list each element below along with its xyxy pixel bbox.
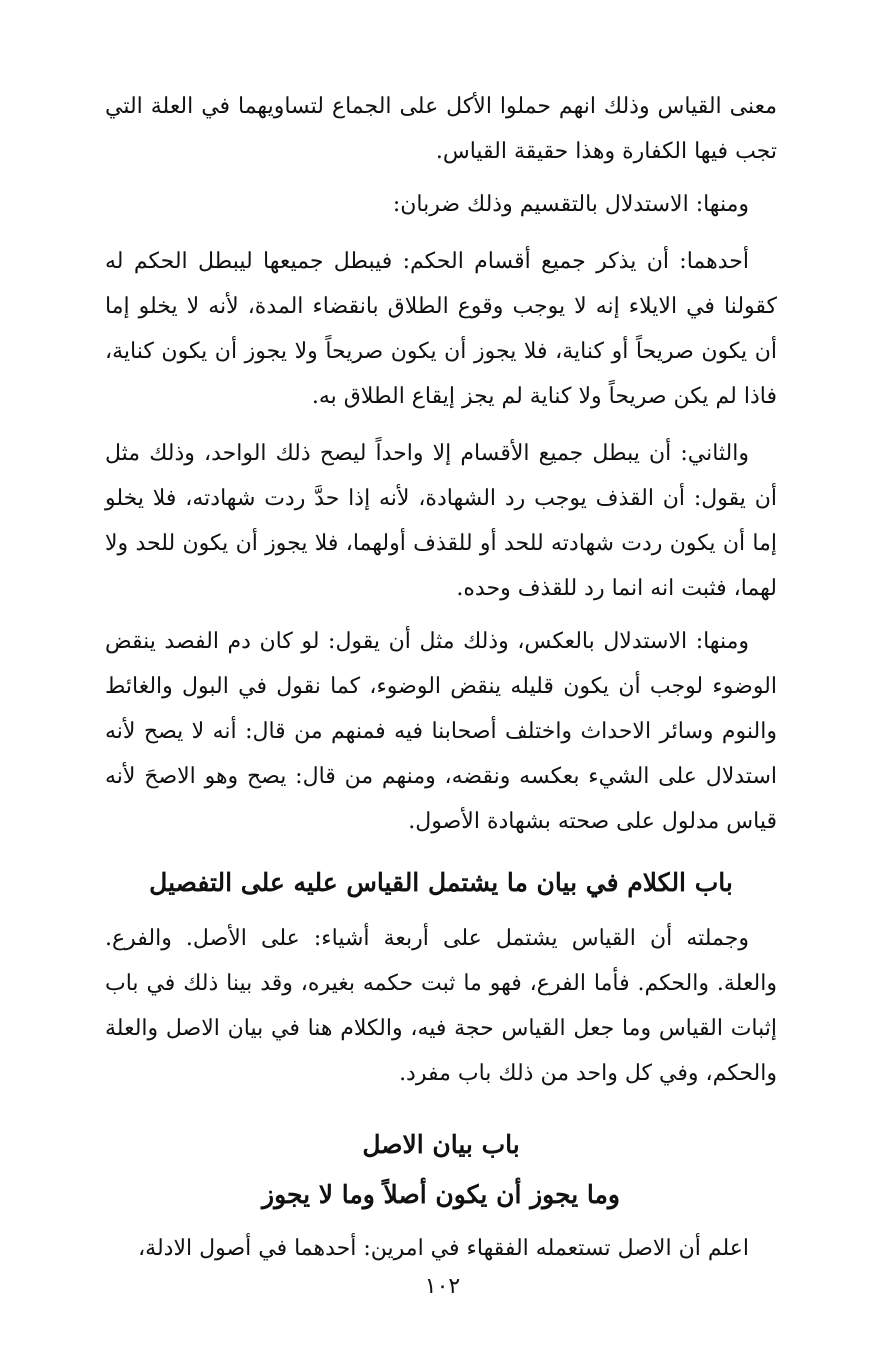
paragraph-3: أحدهما: أن يذكر جميع أقسام الحكم: فيبطل جميعها ليبطل الحكم له كقولنا في الايلاء إنه لا يوجب وقوع الطلاق بانقضاء المدة، لأنه لا يخلو إما أن يكون صريحاً أو كناية، فلا يجوز أن يكون صريحاً ولا يجوز أن يكون كناية، فاذا لم يكن صريحاً ولا كناية لم يجز إيقاع الطلاق به. bbox=[105, 249, 777, 409]
paragraph-4: والثاني: أن يبطل جميع الأقسام إلا واحداً ليصح ذلك الواحد، وذلك مثل أن يقول: أن القذف يوجب رد الشهادة، لأنه إذا حدَّ ردت شهادته، فلا يخلو إما أن يكون ردت شهادته للحد أو للقذف أولهما، فلا يجوز أن يكون للحد ولا لهما، فثبت انه انما رد للقذف وحده. bbox=[105, 441, 777, 601]
paragraph-1: معنى القياس وذلك انهم حملوا الأكل على الجماع لتساويهما في العلة التي تجب فيها الكفارة وهذا حقيقة القياس. bbox=[105, 94, 777, 164]
section-heading-line-1: باب بيان الاصل bbox=[362, 1130, 520, 1159]
section-heading-line-2: وما يجوز أن يكون أصلاً وما لا يجوز bbox=[262, 1180, 620, 1209]
page-body bbox=[105, 84, 777, 1271]
page-number: ١٠٢ bbox=[424, 1274, 461, 1299]
section-heading: باب الكلام في بيان ما يشتمل القياس عليه على التفصيل bbox=[149, 868, 733, 897]
paragraph-7: اعلم أن الاصل تستعمله الفقهاء في امرين: أحدهما في أصول الادلة، bbox=[138, 1236, 749, 1261]
paragraph-2: ومنها: الاستدلال بالتقسيم وذلك ضربان: bbox=[392, 192, 749, 217]
paragraph-6: وجملته أن القياس يشتمل على أربعة أشياء: على الأصل. والفرع. والعلة. والحكم. فأما الفرع، فهو ما ثبت حكمه بغيره، وقد بينا ذلك في باب إثبات القياس وما جعل القياس حجة فيه، والكلام هنا في بيان الاصل والعلة والحكم، وفي كل واحد من ذلك باب مفرد. bbox=[105, 926, 777, 1086]
paragraph-5: ومنها: الاستدلال بالعكس، وذلك مثل أن يقول: لو كان دم الفصد ينقض الوضوء لوجب أن يكون قليله ينقض الوضوء، كما نقول في البول والغائط والنوم وسائر الاحداث واختلف أصحابنا فيه فمنهم من قال: أنه لا يصح لأنه استدلال على الشيء بعكسه ونقضه، ومنهم من قال: يصح وهو الاصحَ لأنه قياس مدلول على صحته بشهادة الأصول. bbox=[105, 629, 777, 834]
